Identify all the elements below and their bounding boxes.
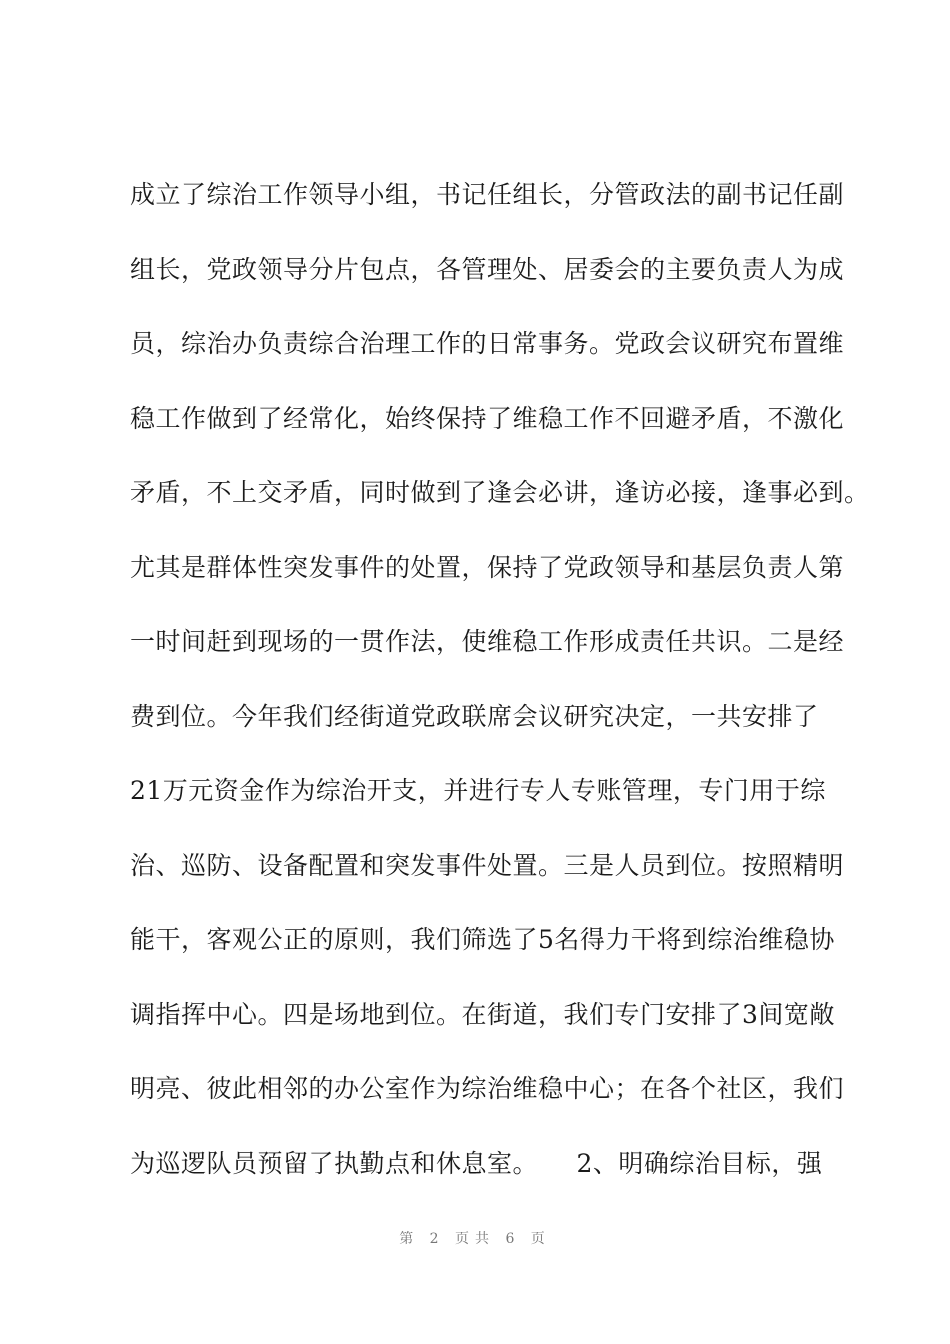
page-number-footer: 第 2 页共 6 页 (399, 1231, 551, 1247)
text-line-13: 明亮、彼此相邻的办公室作为综治维稳中心；在各个社区，我们 (130, 1074, 845, 1103)
text-line-11: 能干，客观公正的原则，我们筛选了5名得力干将到综治维稳协 (130, 925, 835, 954)
text-line-12: 调指挥中心。四是场地到位。在街道，我们专门安排了3间宽敞 (130, 999, 835, 1029)
body-text (130, 172, 870, 1215)
text-line-2: 组长，党政领导分片包点，各管理处、居委会的主要负责人为成 (130, 254, 845, 284)
text-line-14: 为巡逻队员预留了执勤点和休息室。 2、明确综治目标，强 (130, 1148, 823, 1178)
text-line-5: 矛盾，不上交矛盾，同时做到了逢会必讲，逢访必接，逢事必到。 (130, 478, 870, 507)
text-line-7: 一时间赶到现场的一贯作法，使维稳工作形成责任共识。二是经 (130, 627, 845, 656)
text-line-8: 费到位。今年我们经街道党政联席会议研究决定，一共安排了 (130, 701, 819, 731)
text-line-4: 稳工作做到了经常化，始终保持了维稳工作不回避矛盾，不激化 (130, 403, 845, 433)
text-line-9: 21万元资金作为综治开支，并进行专人专账管理，专门用于综 (130, 776, 826, 805)
text-line-3: 员，综治办负责综合治理工作的日常事务。党政会议研究布置维 (130, 329, 845, 358)
text-line-1: 成立了综治工作领导小组，书记任组长，分管政法的副书记任副 (130, 180, 845, 209)
text-line-10: 治、巡防、设备配置和突发事件处置。三是人员到位。按照精明 (130, 850, 845, 880)
text-line-6: 尤其是群体性突发事件的处置，保持了党政领导和基层负责人第 (130, 552, 845, 582)
